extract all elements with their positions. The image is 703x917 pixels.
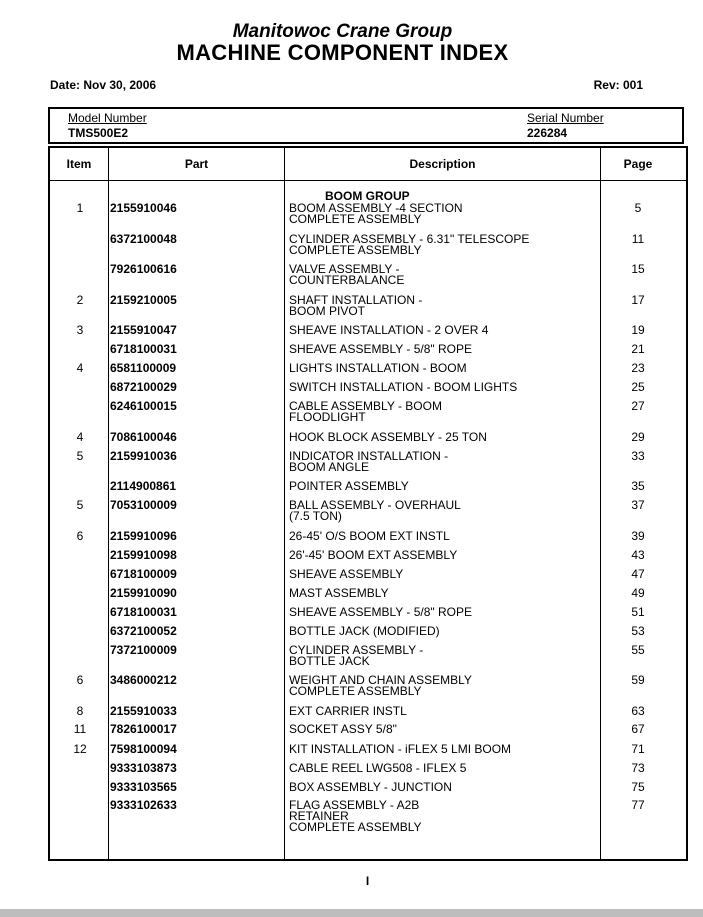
row-item: 4 — [76, 361, 84, 375]
row-description-line: 26-45' O/S BOOM EXT INSTL — [289, 529, 450, 543]
row-description-line: BOTTLE JACK — [289, 654, 370, 668]
row-item: 8 — [76, 704, 84, 718]
row-page: 73 — [631, 761, 645, 775]
row-part-number: 7086100046 — [110, 430, 177, 444]
row-item: 3 — [76, 323, 84, 337]
row-part-number: 6718100009 — [110, 567, 177, 581]
row-part-number: 7826100017 — [110, 722, 177, 736]
component-table — [48, 146, 688, 861]
row-part-number: 6246100015 — [110, 399, 177, 413]
row-description-line: SHEAVE ASSEMBLY - 5/8" ROPE — [289, 605, 472, 619]
row-description-line: BOOM ANGLE — [289, 460, 370, 474]
row-part-number: 2114900861 — [110, 479, 177, 493]
group-heading: BOOM GROUP — [325, 189, 410, 203]
row-description-line: COMPLETE ASSEMBLY — [289, 243, 422, 257]
model-number-label: Model Number — [68, 111, 147, 125]
serial-number-value: 226284 — [527, 126, 568, 140]
row-page: 39 — [631, 529, 645, 543]
model-serial-box — [48, 107, 684, 144]
row-part-number: 2155910047 — [110, 323, 177, 337]
date-label: Date: Nov 30, 2006 — [50, 78, 157, 92]
model-number-value: TMS500E2 — [68, 126, 129, 140]
row-page: 71 — [631, 742, 645, 756]
row-part-number: 9333103873 — [110, 761, 177, 775]
row-description-line: POINTER ASSEMBLY — [289, 479, 409, 493]
row-page: 27 — [631, 399, 645, 413]
company-name: Manitowoc Crane Group — [232, 21, 453, 42]
row-part-number: 6372100052 — [110, 624, 177, 638]
row-description-line: BALL ASSEMBLY - OVERHAUL — [289, 498, 461, 512]
row-page: 49 — [631, 586, 645, 600]
row-description-line: SHEAVE ASSEMBLY — [289, 567, 404, 581]
row-item: 5 — [76, 498, 84, 512]
row-page: 19 — [631, 323, 645, 337]
row-part-number: 6872100029 — [110, 380, 177, 394]
header-divider — [50, 180, 686, 181]
row-page: 47 — [631, 567, 645, 581]
row-page: 35 — [631, 479, 645, 493]
row-page: 59 — [631, 673, 645, 687]
row-page: 55 — [631, 643, 645, 657]
row-page: 29 — [631, 430, 645, 444]
row-page: 75 — [631, 780, 645, 794]
row-item: 1 — [76, 201, 84, 215]
document-title: MACHINE COMPONENT INDEX — [176, 40, 509, 65]
row-part-number: 9333102633 — [110, 798, 177, 812]
row-item: 6 — [76, 673, 84, 687]
row-description-line: KIT INSTALLATION - iFLEX 5 LMI BOOM — [289, 742, 512, 756]
row-page: 53 — [631, 624, 645, 638]
row-page: 43 — [631, 548, 645, 562]
row-description-line: SHAFT INSTALLATION - — [289, 293, 423, 307]
row-description-line: HOOK BLOCK ASSEMBLY - 25 TON — [289, 430, 487, 444]
row-description-line: FLOODLIGHT — [289, 410, 366, 424]
row-page: 23 — [631, 361, 645, 375]
bottom-scroll-bar — [0, 909, 703, 917]
row-part-number: 6581100009 — [110, 361, 177, 375]
row-part-number: 7053100009 — [110, 498, 177, 512]
row-item: 6 — [76, 529, 84, 543]
row-description-line: COMPLETE ASSEMBLY — [289, 684, 422, 698]
row-description-line: SHEAVE ASSEMBLY - 5/8" ROPE — [289, 342, 472, 356]
row-description-line: CABLE ASSEMBLY - BOOM — [289, 399, 442, 413]
row-description-line: WEIGHT AND CHAIN ASSEMBLY — [289, 673, 472, 687]
row-part-number: 7372100009 — [110, 643, 177, 657]
row-description-line: BOX ASSEMBLY - JUNCTION — [289, 780, 452, 794]
row-page: 63 — [631, 704, 645, 718]
row-description-line: RETAINER — [289, 809, 349, 823]
row-description-line: BOOM ASSEMBLY -4 SECTION — [289, 201, 463, 215]
revision-label: Rev: 001 — [593, 78, 643, 92]
row-description-line: INDICATOR INSTALLATION - — [289, 449, 449, 463]
row-description-line: CYLINDER ASSEMBLY - — [289, 643, 424, 657]
row-description-line: FLAG ASSEMBLY - A2B — [289, 798, 420, 812]
row-part-number: 2155910033 — [110, 704, 177, 718]
row-description-line: COMPLETE ASSEMBLY — [289, 820, 422, 834]
row-description-line: SHEAVE INSTALLATION - 2 OVER 4 — [289, 323, 489, 337]
row-part-number: 3486000212 — [110, 673, 177, 687]
row-description-line: CYLINDER ASSEMBLY - 6.31" TELESCOPE — [289, 232, 530, 246]
column-header-page: Page — [623, 157, 653, 171]
row-page: 33 — [631, 449, 645, 463]
row-description-line: BOTTLE JACK (MODIFIED) — [289, 624, 440, 638]
row-description-line: CABLE REEL LWG508 - IFLEX 5 — [289, 761, 467, 775]
row-page: 15 — [631, 262, 645, 276]
row-part-number: 2159210005 — [110, 293, 177, 307]
row-part-number: 7926100616 — [110, 262, 177, 276]
row-part-number: 9333103565 — [110, 780, 177, 794]
row-page: 51 — [631, 605, 645, 619]
row-part-number: 6372100048 — [110, 232, 177, 246]
row-page: 77 — [631, 798, 645, 812]
row-page: 25 — [631, 380, 645, 394]
row-page: 5 — [634, 201, 642, 215]
page-number: I — [365, 874, 370, 888]
row-part-number: 6718100031 — [110, 342, 177, 356]
row-part-number: 2155910046 — [110, 201, 177, 215]
row-item: 11 — [73, 722, 87, 736]
row-part-number: 2159910036 — [110, 449, 177, 463]
row-page: 17 — [631, 293, 645, 307]
row-page: 37 — [631, 498, 645, 512]
column-header-description: Description — [409, 157, 476, 171]
column-header-part: Part — [184, 157, 209, 171]
row-description-line: EXT CARRIER INSTL — [289, 704, 407, 718]
row-page: 67 — [631, 722, 645, 736]
column-header-item: Item — [66, 157, 92, 171]
row-description-line: MAST ASSEMBLY — [289, 586, 389, 600]
row-item: 2 — [76, 293, 84, 307]
serial-number-label: Serial Number — [527, 111, 604, 125]
row-part-number: 2159910098 — [110, 548, 177, 562]
row-part-number: 2159910090 — [110, 586, 177, 600]
row-description-line: SWITCH INSTALLATION - BOOM LIGHTS — [289, 380, 518, 394]
row-item: 4 — [76, 430, 84, 444]
row-description-line: LIGHTS INSTALLATION - BOOM — [289, 361, 467, 375]
row-item: 5 — [76, 449, 84, 463]
column-divider — [284, 148, 285, 859]
row-page: 21 — [631, 342, 645, 356]
row-description-line: COMPLETE ASSEMBLY — [289, 212, 422, 226]
row-description-line: BOOM PIVOT — [289, 304, 366, 318]
row-description-line: COUNTERBALANCE — [289, 273, 405, 287]
row-part-number: 2159910096 — [110, 529, 177, 543]
row-description-line: 26'-45' BOOM EXT ASSEMBLY — [289, 548, 458, 562]
row-item: 12 — [73, 742, 87, 756]
row-part-number: 6718100031 — [110, 605, 177, 619]
row-description-line: SOCKET ASSY 5/8" — [289, 722, 397, 736]
column-divider — [600, 148, 601, 859]
row-description-line: (7.5 TON) — [289, 509, 342, 523]
row-description-line: VALVE ASSEMBLY - — [289, 262, 400, 276]
row-part-number: 7598100094 — [110, 742, 177, 756]
row-page: 11 — [631, 232, 645, 246]
